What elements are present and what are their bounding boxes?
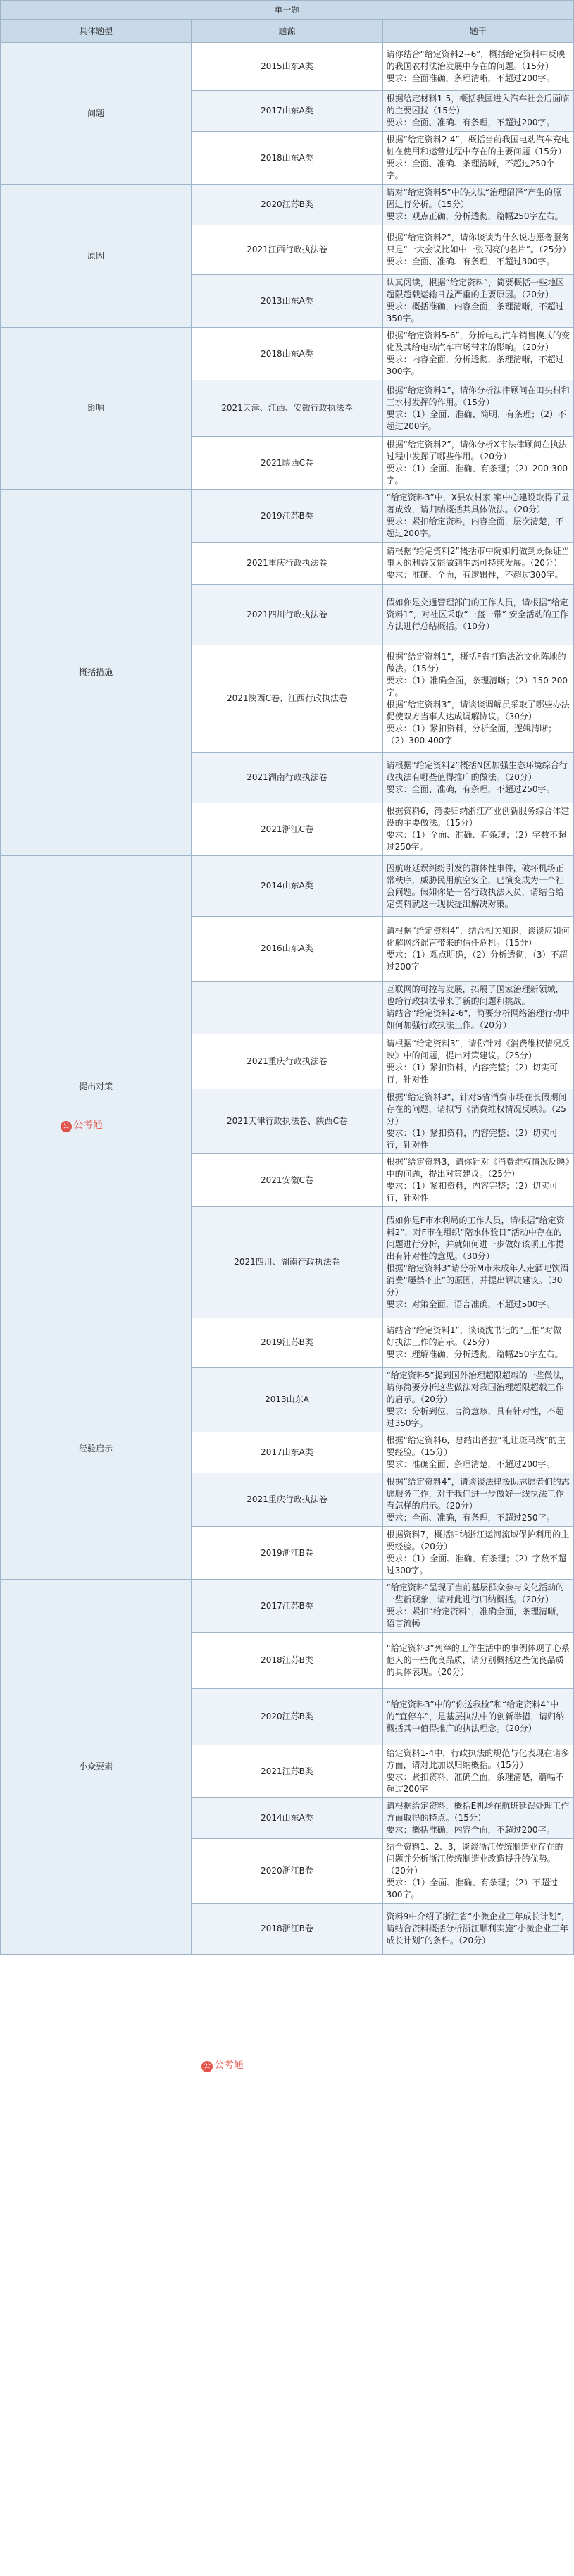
question-line: 要求：（1）紧扣资料，内容完整；（2）切实可行，针对性 bbox=[386, 1062, 558, 1084]
question-line: 假如你是F市水利局的工作人员，请根据“给定资料2”，对F市在组织“陪水体验日”活动中存在的问题进行分析，并就如何进一步做好该项工作提出有针对性的意见。（30分） bbox=[386, 1215, 565, 1261]
question-line: “给定资料5”提到国外治理超限超载的一些做法，请你简要分析这些做法对我国治理超限超载工作的启示。（20分） bbox=[386, 1370, 570, 1404]
source-cell: 2019江苏B类 bbox=[192, 490, 382, 543]
question-line: “给定资料3”中，X县农村家 案中心建设取得了显著成效，请归纳概括其具体做法。（20分） bbox=[386, 493, 570, 514]
source-cell: 2019浙江B卷 bbox=[192, 1527, 382, 1580]
question-cell bbox=[382, 1798, 573, 1839]
source-cell: 2021安徽C卷 bbox=[192, 1154, 382, 1207]
question-line: 要求：分析到位，言简意赅，具有针对性，不超过350字。 bbox=[386, 1406, 564, 1428]
source-cell: 2016山东A类 bbox=[192, 917, 382, 982]
question-line: 请对“给定资料5”中的执法“治理沼泽”产生的原因进行分析。（15分） bbox=[386, 187, 562, 209]
question-line: 根据“给定资料4”，请谈谈法律援助志愿者们的志愿服务工作，对于我们进一步做好一线执法工作有怎样的启示。（20分） bbox=[386, 1476, 570, 1511]
source-cell: 2020江苏B类 bbox=[192, 185, 382, 225]
question-line: 要求：（1）全面、准确、有条理；（2）200-300字。 bbox=[386, 464, 568, 485]
question-line: 互联网的可控与发展，拓展了国家治理新领域，也给行政执法带来了新的问题和挑战。 bbox=[386, 984, 564, 1006]
source-cell: 2021陕西C卷、江西行政执法卷 bbox=[192, 645, 382, 753]
source-cell: 2018山东A类 bbox=[192, 328, 382, 380]
question-cell bbox=[382, 753, 573, 803]
question-type-cell: 原因 bbox=[1, 185, 192, 328]
question-cell bbox=[382, 1318, 573, 1368]
question-line: 要求：理解准确，分析透彻，篇幅250字左右。 bbox=[386, 1349, 563, 1359]
question-cell bbox=[382, 225, 573, 275]
question-line: 要求：概括准确，内容全面，不超过200字。 bbox=[386, 1825, 555, 1835]
question-line: 根据资料7，概括归纳浙江运河流域保护利用的主要经验。（20分） bbox=[386, 1530, 570, 1552]
question-line: 请根据“给定资料3”，请你针对《消费维权情况反映》中的问题，提出对策建议。（25分） bbox=[386, 1038, 570, 1060]
question-cell bbox=[382, 1432, 573, 1473]
question-cell bbox=[382, 982, 573, 1034]
watermark-badge-icon: 公 bbox=[61, 1121, 72, 1132]
source-cell: 2021湖南行政执法卷 bbox=[192, 753, 382, 803]
question-line: 要求：全面、准确、有条理，不超过300字。 bbox=[386, 256, 555, 266]
question-line: 要求：（1）紧扣资料，分析全面，逻辑清晰；（2）300-400字 bbox=[386, 723, 557, 745]
question-line: 要求：紧扣“给定资料”，准确全面，条理清晰，语言流畅 bbox=[386, 1606, 565, 1628]
question-line: 根据“给定资料3”，针对S省消费市场在长假期间存在的问题，请拟写《消费维权情况反映》。（25分） bbox=[386, 1092, 567, 1126]
question-cell bbox=[382, 1089, 573, 1154]
source-cell: 2021天津、江西、安徽行政执法卷 bbox=[192, 380, 382, 437]
question-cell bbox=[382, 43, 573, 91]
source-cell: 2021四川行政执法卷 bbox=[192, 585, 382, 645]
question-cell bbox=[382, 1527, 573, 1580]
question-cell bbox=[382, 275, 573, 328]
header-type: 具体题型 bbox=[1, 20, 192, 43]
question-line: 请结合“给定资料1”，谈谈沈书记的“三怕”对做好执法工作的启示。（25分） bbox=[386, 1325, 562, 1347]
table-row bbox=[1, 856, 574, 917]
source-cell: 2018浙江B卷 bbox=[192, 1904, 382, 1955]
question-line: 请你结合“给定资料2~6”，概括给定资料中反映的我国农村法治发展中存在的问题。（15分） bbox=[386, 49, 566, 71]
source-cell: 2017山东A类 bbox=[192, 1432, 382, 1473]
source-cell: 2014山东A类 bbox=[192, 856, 382, 917]
question-line: 根据“给定资料2”，请你谈谈为什么说志愿者服务只是“一大会议比如中一张闪亮的名片”。（25分） bbox=[386, 233, 571, 254]
question-line: 根据给定材料1-5，概括我国进入汽车社会后面临的主要困扰（15分） bbox=[386, 94, 570, 116]
question-cell bbox=[382, 380, 573, 437]
question-cell bbox=[382, 132, 573, 185]
question-line: 要求：准确、全面，有逻辑性，不超过300字。 bbox=[386, 570, 563, 580]
question-line: 要求：概括准确，内容全面，条理清晰，不超过350字。 bbox=[386, 302, 564, 323]
source-cell bbox=[192, 982, 382, 1034]
question-line: 要求：全面准确，条理清晰，不超过200字。 bbox=[386, 73, 555, 83]
question-type-cell: 提出对策 bbox=[1, 856, 192, 1318]
table-body bbox=[1, 43, 574, 1955]
question-type-cell: 小众要素 bbox=[1, 1580, 192, 1955]
source-cell: 2013山东A类 bbox=[192, 275, 382, 328]
question-line: 假如你是交通管理部门的工作人员，请根据“给定资料1”，对社区采取“一盔一带” 安全活动的工作方法进行总结概括。（10分） bbox=[386, 597, 568, 631]
question-line: 因航班延误纠纷引发的群体性事件，破坏机场正常秩序，威胁民用航空安全，已演变成为一个社会问题。假如你是一名行政执法人员，请结合给定资料就这一现状提出解决对策。 bbox=[386, 862, 564, 909]
question-cell bbox=[382, 1154, 573, 1207]
question-line: 根据资料6，简要归纳浙江产业创新服务综合体建设的主要做法。（15分） bbox=[386, 806, 570, 828]
question-cell bbox=[382, 803, 573, 856]
source-cell: 2020浙江B卷 bbox=[192, 1839, 382, 1904]
source-cell: 2021江苏B类 bbox=[192, 1745, 382, 1798]
source-cell: 2021重庆行政执法卷 bbox=[192, 1473, 382, 1527]
question-line: “给定资料3”中的“你送我检”和“给定资料4”中的“宜停车”，是基层执法中的创新举措，请归纳概括其中值得推广的执法理念。（20分） bbox=[386, 1699, 565, 1733]
table-row bbox=[1, 1580, 574, 1633]
question-line: “给定资料3”列举的工作生活中的事例体现了心系他人的一些优良品质，请分别概括这些优良品质的具体表现。（20分） bbox=[386, 1643, 570, 1677]
question-cell bbox=[382, 437, 573, 490]
question-cell bbox=[382, 1473, 573, 1527]
source-cell: 2021四川、湖南行政执法卷 bbox=[192, 1207, 382, 1318]
question-line: 要求：（1）全面、准确、简明，有条理；（2）不超过200字。 bbox=[386, 409, 566, 431]
question-cell bbox=[382, 543, 573, 585]
question-cell bbox=[382, 1580, 573, 1633]
question-line: 要求：（1）紧扣资料，内容完整；（2）切实可行，针对性 bbox=[386, 1181, 558, 1203]
question-line: 要求：（1）准确全面，条理清晰；（2）150-200字。 bbox=[386, 675, 568, 698]
question-line: 根据“给定资料2”，请你分析X市法律顾问在执法过程中发挥了哪些作用。（20分） bbox=[386, 440, 567, 462]
question-line: 请根据给定资料，概括E机场在航班延误处理工作方面取得的特点。（15分） bbox=[386, 1801, 570, 1823]
question-line: 要求：全面、准确，有条理，不超过250字。 bbox=[386, 784, 555, 794]
source-cell: 2013山东A bbox=[192, 1368, 382, 1432]
question-type-cell: 概括措施 bbox=[1, 490, 192, 856]
table-title: 单一题 bbox=[1, 1, 574, 20]
question-line: 要求：（1）全面、准确、有条理；（2）字数不超过300字。 bbox=[386, 1554, 566, 1575]
question-line: 要求：紧扣给定资料，内容全面，层次清楚，不超过200字。 bbox=[386, 516, 564, 538]
question-line: 根据“给定资料1”，请你分析法律顾问在田头村和三水村发挥的作用。（15分） bbox=[386, 385, 570, 407]
question-line: 要求：对策全面，语言准确，不超过500字。 bbox=[386, 1299, 555, 1309]
header-source: 题源 bbox=[192, 20, 382, 43]
question-cell bbox=[382, 91, 573, 132]
watermark-text: 公考通 bbox=[73, 1120, 103, 1131]
question-line: 根据“给定资料3”，请谈谈调解员采取了哪些办法促使双方当事人达成调解协议。（30分） bbox=[386, 699, 570, 722]
question-line: 根据“给定资料5-6”，分析电动汽车销售模式的变化及其给电动汽车市场带来的影响。（20分） bbox=[386, 330, 570, 352]
question-line: 请根据“给定资料2”概括市中院如何做到既保证当事人的利益又能做到生态可持续发展。（20分） bbox=[386, 546, 570, 568]
watermark bbox=[201, 2057, 244, 2072]
question-cell bbox=[382, 490, 573, 543]
table-row bbox=[1, 1318, 574, 1368]
question-line: 根据“给定资料2-4”，概括当前我国电动汽车充电桩在使用和运营过程中存在的主要问题（15分） bbox=[386, 135, 570, 156]
table-row bbox=[1, 490, 574, 543]
source-cell: 2021重庆行政执法卷 bbox=[192, 1034, 382, 1089]
table-row bbox=[1, 185, 574, 225]
source-cell: 2014山东A类 bbox=[192, 1798, 382, 1839]
question-cell bbox=[382, 328, 573, 380]
source-cell: 2021天津行政执法卷、陕西C卷 bbox=[192, 1089, 382, 1154]
question-line: “给定资料”呈现了当前基层群众参与文化活动的一些新现象，请对此进行归纳概括。（20分） bbox=[386, 1583, 565, 1604]
source-cell: 2015山东A类 bbox=[192, 43, 382, 91]
question-cell bbox=[382, 1207, 573, 1318]
question-line: 给定资料1-4中，行政执法的规范与化表现在诸多方面，请对此加以归纳概括。（15分） bbox=[386, 1748, 570, 1770]
question-line: 要求：准确全面、条理清楚，不超过200字。 bbox=[386, 1459, 555, 1469]
question-line: 资料9中介绍了浙江省“小微企业三年成长计划”，请结合资料概括分析浙江顺利实施“小微企业三年成长计划”的条件。（20分） bbox=[386, 1912, 570, 1945]
question-line: 要求：全面、准确、有条理，不超过200字。 bbox=[386, 118, 555, 128]
question-line: 要求：（1）全面、准确、有条理；（2）不超过300字。 bbox=[386, 1878, 558, 1900]
question-cell bbox=[382, 856, 573, 917]
source-cell: 2018山东A类 bbox=[192, 132, 382, 185]
question-cell bbox=[382, 1745, 573, 1798]
table-row bbox=[1, 328, 574, 380]
question-line: 根据“给定资料3，请你针对《消费维权情况反映》中的问题，提出对策建议。（25分） bbox=[386, 1157, 570, 1179]
question-cell bbox=[382, 1904, 573, 1955]
question-line: 请根据“给定资料4”，结合相关知识，谈谈应如何化解网络谣言带来的信任危机。（15分） bbox=[386, 925, 570, 948]
question-line: 要求：（1）紧扣资料，内容完整；（2）切实可行，针对性 bbox=[386, 1128, 558, 1150]
source-cell: 2018江苏B类 bbox=[192, 1633, 382, 1689]
question-cell bbox=[382, 1633, 573, 1689]
question-cell bbox=[382, 1034, 573, 1089]
question-line: 结合资料1、2、3，谈谈浙江传统制造业存在的问题并分析浙江传统制造业改造提升的优势。（20分） bbox=[386, 1842, 563, 1876]
table-row bbox=[1, 43, 574, 91]
question-line: 根据“给定资料1”，概括F省打造法治文化阵地的做法。（15分） bbox=[386, 651, 566, 674]
question-cell bbox=[382, 1839, 573, 1904]
question-line: 根据“给定资料6，总结出普拉“礼让斑马线”的主要经验。（15分） bbox=[386, 1435, 566, 1457]
question-line: 要求：紧扣资料，准确全面，条理清楚，篇幅不超过200字 bbox=[386, 1772, 564, 1794]
source-cell: 2017江苏B类 bbox=[192, 1580, 382, 1633]
question-line: 要求：全面、准确，有条理，不超过250字。 bbox=[386, 1512, 555, 1523]
question-line: 根据“给定资料3”请分析M市未成年人走酒吧饮酒消费“屡禁不止”的原因，并提出解决建议。（30分） bbox=[386, 1263, 569, 1297]
question-line: 要求：全面、准确、条理清晰，不超过250个字。 bbox=[386, 159, 555, 180]
question-line: 要求：（1）观点明确，（2）分析透彻，（3）不超过200字 bbox=[386, 949, 568, 972]
question-type-cell: 问题 bbox=[1, 43, 192, 185]
question-line: 要求：观点正确，分析透彻，篇幅250字左右。 bbox=[386, 211, 563, 221]
source-cell: 2021浙江C卷 bbox=[192, 803, 382, 856]
question-type-cell: 经验启示 bbox=[1, 1318, 192, 1580]
watermark bbox=[61, 1117, 103, 1132]
question-line: 认真阅读，根据“给定资料”，简要概括一些地区超限超载运输日益严重的主要原因。（20分） bbox=[386, 278, 565, 299]
question-cell bbox=[382, 1368, 573, 1432]
source-cell: 2021陕西C卷 bbox=[192, 437, 382, 490]
question-line: 请根据“给定资料2”概括N区加强生态环境综合行政执法有哪些值得推广的做法。（20分） bbox=[386, 760, 568, 782]
question-cell bbox=[382, 1689, 573, 1745]
question-cell bbox=[382, 185, 573, 225]
source-cell: 2021重庆行政执法卷 bbox=[192, 543, 382, 585]
source-cell: 2019江苏B类 bbox=[192, 1318, 382, 1368]
header-question: 题干 bbox=[382, 20, 573, 43]
watermark-text: 公考通 bbox=[214, 2060, 244, 2071]
question-cell bbox=[382, 917, 573, 982]
source-cell: 2021江西行政执法卷 bbox=[192, 225, 382, 275]
question-type-cell: 影响 bbox=[1, 328, 192, 490]
source-cell: 2017山东A类 bbox=[192, 91, 382, 132]
question-line: 要求：内容全面，分析透彻，条理清晰，不超过300字。 bbox=[386, 354, 564, 376]
question-line: 请结合“给定资料2-6”，简要分析网络治理行动中如何加强行政执法工作。（20分） bbox=[386, 1008, 570, 1030]
question-line: 要求：（1）全面、准确、有条理；（2）字数不超过250字。 bbox=[386, 830, 566, 852]
watermark-badge-icon: 公 bbox=[201, 2061, 213, 2072]
question-cell bbox=[382, 585, 573, 645]
question-cell bbox=[382, 645, 573, 753]
source-cell: 2020江苏B类 bbox=[192, 1689, 382, 1745]
